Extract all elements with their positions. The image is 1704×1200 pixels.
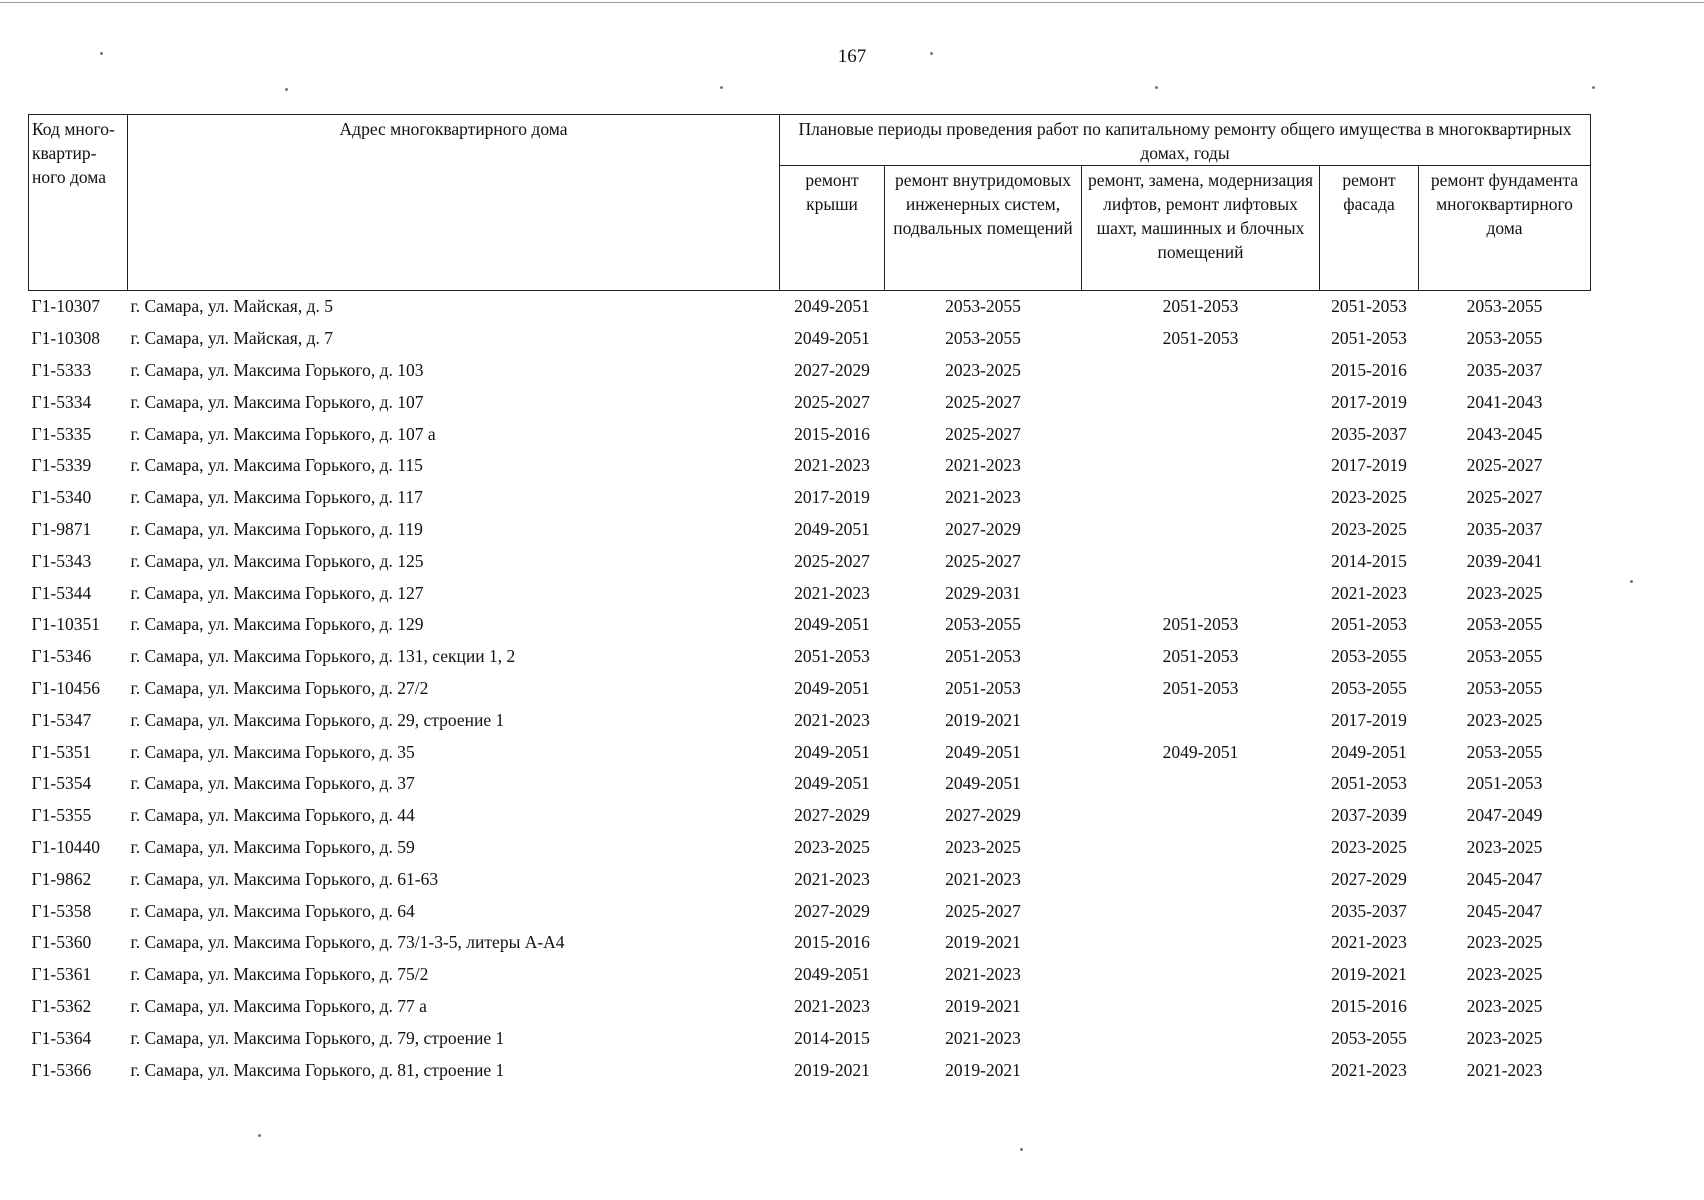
cell-lifts-period xyxy=(1082,863,1320,895)
cell-foundation-period: 2023-2025 xyxy=(1466,836,1543,857)
cell-code: Г1-10308 xyxy=(31,328,100,349)
table-row xyxy=(29,704,1591,736)
scan-speck xyxy=(1592,86,1595,89)
cell-foundation-period: 2051-2053 xyxy=(1466,773,1543,794)
cell-address: г. Самара, ул. Максима Горького, д. 115 xyxy=(130,455,423,476)
table-row xyxy=(29,1054,1591,1086)
cell-lifts-period xyxy=(1082,514,1320,546)
table-row xyxy=(29,768,1591,800)
cell-address: г. Самара, ул. Максима Горького, д. 37 xyxy=(130,773,415,794)
header-systems: ремонт внутридомовых инженерных систем, подвальных помещений xyxy=(885,166,1082,291)
cell-code: Г1-5333 xyxy=(31,359,92,380)
cell-roof-period: 2027-2029 xyxy=(794,900,870,921)
cell-lifts-period xyxy=(1082,927,1320,959)
cell-facade-period: 2023-2025 xyxy=(1331,487,1407,508)
cell-foundation-period: 2023-2025 xyxy=(1466,932,1543,953)
capital-repair-table xyxy=(28,114,1591,1086)
cell-foundation-period: 2053-2055 xyxy=(1466,328,1543,349)
header-code: Код много-квартир-ного дома xyxy=(29,115,128,291)
cell-systems-period: 2029-2031 xyxy=(945,582,1021,603)
cell-facade-period: 2051-2053 xyxy=(1331,773,1407,794)
cell-facade-period: 2017-2019 xyxy=(1331,709,1407,730)
cell-facade-period: 2053-2055 xyxy=(1331,677,1407,698)
cell-systems-period: 2025-2027 xyxy=(945,900,1021,921)
cell-foundation-period: 2025-2027 xyxy=(1466,487,1543,508)
table-row xyxy=(29,927,1591,959)
table-row xyxy=(29,959,1591,991)
cell-foundation-period: 2053-2055 xyxy=(1466,677,1543,698)
cell-foundation-period: 2043-2045 xyxy=(1466,423,1543,444)
cell-code: Г1-5343 xyxy=(31,550,92,571)
cell-foundation-period: 2045-2047 xyxy=(1466,900,1543,921)
cell-address: г. Самара, ул. Майская, д. 7 xyxy=(130,328,334,349)
cell-lifts-period xyxy=(1082,545,1320,577)
header-row-1 xyxy=(29,115,1591,166)
cell-roof-period: 2019-2021 xyxy=(794,1059,870,1080)
cell-code: Г1-5346 xyxy=(31,646,92,667)
table-row xyxy=(29,863,1591,895)
cell-foundation-period: 2021-2023 xyxy=(1466,1059,1543,1080)
cell-address: г. Самара, ул. Максима Горького, д. 81, строение 1 xyxy=(130,1059,505,1080)
cell-facade-period: 2021-2023 xyxy=(1331,932,1407,953)
cell-systems-period: 2019-2021 xyxy=(945,1059,1021,1080)
top-rule xyxy=(0,2,1704,3)
cell-facade-period: 2051-2053 xyxy=(1331,614,1407,635)
cell-roof-period: 2023-2025 xyxy=(794,836,870,857)
cell-systems-period: 2049-2051 xyxy=(945,773,1021,794)
cell-foundation-period: 2053-2055 xyxy=(1466,646,1543,667)
table-row xyxy=(29,514,1591,546)
cell-foundation-period: 2047-2049 xyxy=(1466,805,1543,826)
cell-roof-period: 2049-2051 xyxy=(794,677,870,698)
cell-facade-period: 2017-2019 xyxy=(1331,455,1407,476)
table-row xyxy=(29,545,1591,577)
cell-foundation-period: 2023-2025 xyxy=(1466,709,1543,730)
cell-foundation-period: 2035-2037 xyxy=(1466,518,1543,539)
cell-foundation-period: 2023-2025 xyxy=(1466,964,1543,985)
table-row xyxy=(29,577,1591,609)
cell-systems-period: 2053-2055 xyxy=(945,296,1021,317)
cell-code: Г1-5335 xyxy=(31,423,92,444)
cell-lifts-period xyxy=(1082,482,1320,514)
cell-address: г. Самара, ул. Максима Горького, д. 107 а xyxy=(130,423,436,444)
cell-facade-period: 2049-2051 xyxy=(1331,741,1407,762)
cell-facade-period: 2051-2053 xyxy=(1331,296,1407,317)
cell-lifts-period xyxy=(1082,991,1320,1023)
cell-code: Г1-5339 xyxy=(31,455,92,476)
table-row xyxy=(29,673,1591,705)
cell-lifts-period: 2051-2053 xyxy=(1162,328,1239,349)
cell-roof-period: 2021-2023 xyxy=(794,995,870,1016)
cell-lifts-period xyxy=(1082,450,1320,482)
cell-code: Г1-5351 xyxy=(31,741,92,762)
cell-facade-period: 2021-2023 xyxy=(1331,582,1407,603)
cell-address: г. Самара, ул. Максима Горького, д. 107 xyxy=(130,391,424,412)
cell-address: г. Самара, ул. Максима Горького, д. 131, секции 1, 2 xyxy=(130,646,516,667)
cell-systems-period: 2053-2055 xyxy=(945,328,1021,349)
cell-systems-period: 2027-2029 xyxy=(945,805,1021,826)
cell-foundation-period: 2045-2047 xyxy=(1466,868,1543,889)
cell-systems-period: 2025-2027 xyxy=(945,550,1021,571)
cell-code: Г1-10456 xyxy=(31,677,100,698)
table-row xyxy=(29,736,1591,768)
cell-address: г. Самара, ул. Максима Горького, д. 29, строение 1 xyxy=(130,709,505,730)
table-row xyxy=(29,1022,1591,1054)
table-row xyxy=(29,895,1591,927)
cell-facade-period: 2021-2023 xyxy=(1331,1059,1407,1080)
cell-facade-period: 2035-2037 xyxy=(1331,900,1407,921)
cell-code: Г1-5347 xyxy=(31,709,92,730)
cell-lifts-period: 2049-2051 xyxy=(1162,741,1239,762)
cell-lifts-period xyxy=(1082,1022,1320,1054)
cell-systems-period: 2025-2027 xyxy=(945,423,1021,444)
scan-speck xyxy=(930,52,933,55)
cell-roof-period: 2021-2023 xyxy=(794,868,870,889)
cell-code: Г1-5354 xyxy=(31,773,92,794)
scan-speck xyxy=(285,88,288,91)
cell-lifts-period: 2051-2053 xyxy=(1162,677,1239,698)
cell-facade-period: 2053-2055 xyxy=(1331,1027,1407,1048)
cell-systems-period: 2051-2053 xyxy=(945,646,1021,667)
cell-facade-period: 2015-2016 xyxy=(1331,995,1407,1016)
cell-roof-period: 2025-2027 xyxy=(794,391,870,412)
table-row xyxy=(29,641,1591,673)
table-row xyxy=(29,418,1591,450)
cell-lifts-period xyxy=(1082,959,1320,991)
cell-code: Г1-5360 xyxy=(31,932,92,953)
cell-roof-period: 2014-2015 xyxy=(794,1027,870,1048)
cell-systems-period: 2021-2023 xyxy=(945,964,1021,985)
scan-speck xyxy=(1630,580,1633,583)
cell-systems-period: 2023-2025 xyxy=(945,359,1021,380)
header-facade: ремонт фасада xyxy=(1320,166,1419,291)
table-row xyxy=(29,323,1591,355)
cell-lifts-period xyxy=(1082,800,1320,832)
cell-code: Г1-9862 xyxy=(31,868,92,889)
cell-foundation-period: 2053-2055 xyxy=(1466,614,1543,635)
cell-code: Г1-5344 xyxy=(31,582,92,603)
scan-speck xyxy=(258,1134,261,1137)
cell-lifts-period xyxy=(1082,1054,1320,1086)
table-row xyxy=(29,482,1591,514)
header-roof: ремонт крыши xyxy=(780,166,885,291)
cell-facade-period: 2023-2025 xyxy=(1331,836,1407,857)
cell-address: г. Самара, ул. Максима Горького, д. 103 xyxy=(130,359,424,380)
cell-code: Г1-5340 xyxy=(31,487,92,508)
cell-code: Г1-10351 xyxy=(31,614,100,635)
cell-systems-period: 2021-2023 xyxy=(945,455,1021,476)
cell-roof-period: 2027-2029 xyxy=(794,805,870,826)
cell-address: г. Самара, ул. Максима Горького, д. 127 xyxy=(130,582,424,603)
cell-roof-period: 2051-2053 xyxy=(794,646,870,667)
cell-facade-period: 2019-2021 xyxy=(1331,964,1407,985)
cell-systems-period: 2053-2055 xyxy=(945,614,1021,635)
cell-facade-period: 2053-2055 xyxy=(1331,646,1407,667)
cell-facade-period: 2023-2025 xyxy=(1331,518,1407,539)
table-row xyxy=(29,291,1591,323)
cell-lifts-period: 2051-2053 xyxy=(1162,296,1239,317)
cell-systems-period: 2027-2029 xyxy=(945,518,1021,539)
cell-lifts-period: 2051-2053 xyxy=(1162,614,1239,635)
cell-roof-period: 2021-2023 xyxy=(794,582,870,603)
cell-code: Г1-10307 xyxy=(31,296,100,317)
cell-lifts-period xyxy=(1082,418,1320,450)
table-row xyxy=(29,991,1591,1023)
cell-facade-period: 2015-2016 xyxy=(1331,359,1407,380)
cell-foundation-period: 2023-2025 xyxy=(1466,582,1543,603)
table-row xyxy=(29,800,1591,832)
cell-address: г. Самара, ул. Максима Горького, д. 119 xyxy=(130,518,423,539)
cell-roof-period: 2025-2027 xyxy=(794,550,870,571)
cell-systems-period: 2025-2027 xyxy=(945,391,1021,412)
cell-address: г. Самара, ул. Максима Горького, д. 117 xyxy=(130,487,423,508)
cell-code: Г1-9871 xyxy=(31,518,92,539)
cell-code: Г1-10440 xyxy=(31,836,100,857)
cell-roof-period: 2049-2051 xyxy=(794,296,870,317)
table-row xyxy=(29,609,1591,641)
cell-foundation-period: 2025-2027 xyxy=(1466,455,1543,476)
cell-address: г. Самара, ул. Максима Горького, д. 73/1-3-5, литеры А-А4 xyxy=(130,932,565,953)
cell-address: г. Самара, ул. Майская, д. 5 xyxy=(130,296,334,317)
cell-facade-period: 2027-2029 xyxy=(1331,868,1407,889)
cell-address: г. Самара, ул. Максима Горького, д. 129 xyxy=(130,614,424,635)
cell-systems-period: 2019-2021 xyxy=(945,709,1021,730)
cell-roof-period: 2015-2016 xyxy=(794,932,870,953)
cell-facade-period: 2051-2053 xyxy=(1331,328,1407,349)
cell-address: г. Самара, ул. Максима Горького, д. 125 xyxy=(130,550,424,571)
cell-roof-period: 2049-2051 xyxy=(794,773,870,794)
cell-systems-period: 2021-2023 xyxy=(945,487,1021,508)
cell-systems-period: 2021-2023 xyxy=(945,868,1021,889)
header-foundation: ремонт фундамента многоквартирного дома xyxy=(1419,166,1591,291)
cell-systems-period: 2021-2023 xyxy=(945,1027,1021,1048)
cell-roof-period: 2049-2051 xyxy=(794,741,870,762)
cell-code: Г1-5364 xyxy=(31,1027,92,1048)
cell-facade-period: 2014-2015 xyxy=(1331,550,1407,571)
cell-lifts-period xyxy=(1082,355,1320,387)
cell-systems-period: 2019-2021 xyxy=(945,932,1021,953)
cell-lifts-period: 2051-2053 xyxy=(1162,646,1239,667)
cell-roof-period: 2021-2023 xyxy=(794,455,870,476)
cell-foundation-period: 2035-2037 xyxy=(1466,359,1543,380)
cell-code: Г1-5366 xyxy=(31,1059,92,1080)
cell-systems-period: 2051-2053 xyxy=(945,677,1021,698)
cell-address: г. Самара, ул. Максима Горького, д. 77 а xyxy=(130,995,427,1016)
cell-code: Г1-5358 xyxy=(31,900,92,921)
cell-systems-period: 2049-2051 xyxy=(945,741,1021,762)
cell-address: г. Самара, ул. Максима Горького, д. 64 xyxy=(130,900,415,921)
cell-lifts-period xyxy=(1082,895,1320,927)
table-row xyxy=(29,832,1591,864)
cell-lifts-period xyxy=(1082,386,1320,418)
cell-address: г. Самара, ул. Максима Горького, д. 75/2 xyxy=(130,964,429,985)
table-body xyxy=(29,291,1591,1086)
cell-roof-period: 2021-2023 xyxy=(794,709,870,730)
cell-address: г. Самара, ул. Максима Горького, д. 79, строение 1 xyxy=(130,1027,505,1048)
cell-roof-period: 2049-2051 xyxy=(794,518,870,539)
cell-code: Г1-5334 xyxy=(31,391,92,412)
cell-code: Г1-5362 xyxy=(31,995,92,1016)
cell-code: Г1-5355 xyxy=(31,805,92,826)
cell-address: г. Самара, ул. Максима Горького, д. 27/2 xyxy=(130,677,429,698)
cell-roof-period: 2015-2016 xyxy=(794,423,870,444)
cell-address: г. Самара, ул. Максима Горького, д. 61-63 xyxy=(130,868,439,889)
cell-foundation-period: 2039-2041 xyxy=(1466,550,1543,571)
cell-address: г. Самара, ул. Максима Горького, д. 59 xyxy=(130,836,415,857)
table-row xyxy=(29,355,1591,387)
table-row xyxy=(29,386,1591,418)
cell-systems-period: 2023-2025 xyxy=(945,836,1021,857)
cell-roof-period: 2017-2019 xyxy=(794,487,870,508)
cell-foundation-period: 2041-2043 xyxy=(1466,391,1543,412)
cell-foundation-period: 2053-2055 xyxy=(1466,741,1543,762)
cell-lifts-period xyxy=(1082,577,1320,609)
cell-address: г. Самара, ул. Максима Горького, д. 44 xyxy=(130,805,415,826)
cell-lifts-period xyxy=(1082,832,1320,864)
cell-lifts-period xyxy=(1082,768,1320,800)
cell-roof-period: 2027-2029 xyxy=(794,359,870,380)
scan-speck xyxy=(100,52,103,55)
cell-foundation-period: 2053-2055 xyxy=(1466,296,1543,317)
header-address: Адрес многоквартирного дома xyxy=(128,115,780,291)
cell-roof-period: 2049-2051 xyxy=(794,964,870,985)
table-row xyxy=(29,450,1591,482)
cell-code: Г1-5361 xyxy=(31,964,92,985)
cell-facade-period: 2017-2019 xyxy=(1331,391,1407,412)
cell-roof-period: 2049-2051 xyxy=(794,328,870,349)
cell-roof-period: 2049-2051 xyxy=(794,614,870,635)
header-lifts: ремонт, замена, модернизация лифтов, ремонт лифтовых шахт, машинных и блочных помещений xyxy=(1082,166,1320,291)
scan-speck xyxy=(1020,1148,1023,1151)
cell-address: г. Самара, ул. Максима Горького, д. 35 xyxy=(130,741,415,762)
cell-facade-period: 2037-2039 xyxy=(1331,805,1407,826)
scan-speck xyxy=(1155,86,1158,89)
cell-foundation-period: 2023-2025 xyxy=(1466,995,1543,1016)
cell-foundation-period: 2023-2025 xyxy=(1466,1027,1543,1048)
cell-systems-period: 2019-2021 xyxy=(945,995,1021,1016)
scan-speck xyxy=(720,86,723,89)
header-planned-periods: Плановые периоды проведения работ по капитальному ремонту общего имущества в многоквартирных домах, годы xyxy=(780,115,1591,166)
cell-facade-period: 2035-2037 xyxy=(1331,423,1407,444)
cell-lifts-period xyxy=(1082,704,1320,736)
page-number: 167 xyxy=(837,46,867,67)
